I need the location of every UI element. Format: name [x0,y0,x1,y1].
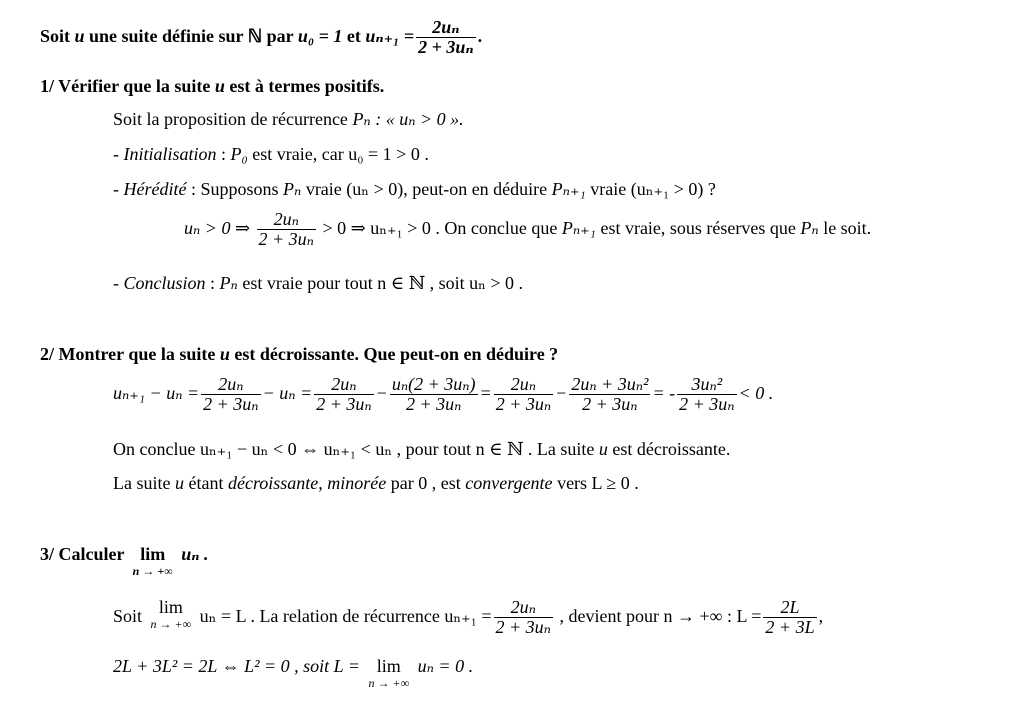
initialisation-line [113,145,429,163]
fraction-numerator: 2uₙ + 3uₙ² [571,374,649,394]
limit-subscript: n → +∞ [150,616,192,631]
intro-text: Soit [40,26,75,47]
limit-operator: lim [140,544,166,564]
text: vraie (uₙ > 0), peut-on en déduire [301,179,552,199]
proposition-line [113,110,464,128]
question-text: est décroissante. Que peut-on en déduire ? [229,344,559,364]
question-2-title [40,345,558,363]
fraction-denominator: 2 + 3uₙ [405,394,462,415]
text: , devient pour n → +∞ : L = [554,606,762,627]
text: est décroissante. [607,439,731,459]
set-naturals: ℕ [247,26,263,47]
intro-text: par [262,26,298,47]
question-text: 2/ Montrer que la suite [40,344,220,364]
initial-condition: u₀ = 1 [297,26,343,47]
emphasis-convergente: convergente [465,473,553,493]
fraction-6 [677,375,736,415]
math-text: uₙ > 0 ⇒ [184,218,255,239]
proposition-symbol: Pₙ₊₁ [561,218,596,239]
recurrence-lhs: uₙ₊₁ = [365,26,415,47]
sequence-variable: u [174,473,184,493]
math-text: uₙ = 0 . [413,656,474,676]
question-3-title [40,545,209,578]
emphasis-decroissante: décroissante [227,473,319,493]
text: uₙ = L . La relation de récurrence uₙ₊₁ = [195,606,492,627]
fraction-denominator: 2 + 3L [765,617,815,638]
conclusion-line [113,274,523,292]
intro-text: et [342,26,366,47]
convergence-line [113,474,639,492]
text: vers L ≥ 0 . [552,473,639,493]
limit-expression [151,598,192,631]
sequence-variable: u [598,439,608,459]
fraction-denominator: 2 + 3uₙ [679,394,735,415]
limit-expression [368,657,409,690]
emphasis-minoree: minorée [327,473,387,493]
fraction-denominator: 2 + 3uₙ [203,394,259,415]
sequence-variable: u [219,344,230,364]
proposition-symbol: Pₙ [800,218,819,239]
fraction-4 [494,375,553,415]
question-1-title [40,77,384,95]
fraction-numerator: 2uₙ [201,375,260,395]
sequence-variable: u [214,76,225,96]
text: vraie (uₙ₊₁ > 0) ? [585,179,716,199]
fraction-denominator: 2 + 3uₙ [495,394,552,415]
intro-text: une suite définie sur [84,26,248,47]
sequence-variable: u [74,26,85,47]
fraction-denominator: 2 + 3uₙ [316,394,372,415]
conclusion-label: Conclusion [123,273,206,293]
recurrence-fraction [416,18,476,58]
text: par 0 , est [386,473,466,493]
fraction-numerator: 3uₙ² [677,375,736,395]
proposition-symbol: Pₙ [219,273,238,293]
heredite-line [113,180,716,198]
dash: - [113,273,124,293]
question-text: 3/ Calculer [40,544,129,564]
initialisation-label: Initialisation [123,144,217,164]
limit-subscript: n → +∞ [368,675,410,690]
math-text: 2L + 3L² = 2L ⇔ L² = 0 , soit L = [113,656,365,676]
text: , [818,606,824,627]
dash: - [113,179,124,199]
fraction-denominator: 2 + 3uₙ [495,617,551,638]
math-operator: − [555,383,568,404]
fraction-numerator: 2uₙ [494,375,553,395]
limit-operator: lim [158,597,183,617]
implication-line [184,210,871,250]
text: étant [183,473,228,493]
fraction-numerator: 2uₙ [257,210,316,230]
math-operator: = - [652,383,676,404]
proposition-symbol: Pₙ₊₁ [551,179,586,199]
text: le soit. [818,218,872,239]
math-text: < 0 . [738,383,774,404]
text: : [205,273,220,293]
implication-fraction [257,210,316,250]
fraction-numerator: uₙ(2 + 3uₙ) [391,374,476,394]
text: est vraie pour tout n ∈ ℕ , soit uₙ > 0 . [237,273,524,293]
fraction-denominator: 2 + 3uₙ [582,394,638,415]
proposition-symbol: P₀ [230,144,248,164]
difference-equation [113,375,773,415]
text: : [216,144,231,164]
limit-relation-line [113,598,823,638]
proposition-statement: : « uₙ > 0 ». [370,109,464,129]
text: , [318,473,328,493]
limit-subscript: n → +∞ [132,563,173,578]
proposition-symbol: Pₙ [283,179,302,199]
fraction-numerator: 2uₙ [416,18,476,38]
text: est vraie, car u₀ = 1 > 0 . [247,144,429,164]
fraction-5 [569,375,650,415]
question-text: uₙ . [176,544,209,564]
proposition-symbol: Pₙ [352,109,371,129]
text: On conclue uₙ₊₁ − uₙ < 0 ⇔ uₙ₊₁ < uₙ , pour tout n ∈ ℕ . La suite [113,439,599,459]
text: La suite [113,473,175,493]
limit-expression [133,545,173,578]
recurrence-fraction [494,598,553,638]
heredite-label: Hérédité [123,179,187,199]
text: Soit la proposition de récurrence [113,109,353,129]
limit-fraction [763,598,816,638]
text: : Supposons [186,179,284,199]
question-text: est à termes positifs. [224,76,385,96]
text: est vraie, sous réserves que [595,218,801,239]
intro-line [40,18,482,58]
decreasing-conclusion-line [113,440,730,458]
limit-result-line [113,657,473,690]
fraction-denominator: 2 + 3uₙ [258,229,314,250]
text: > 0 ⇒ uₙ₊₁ > 0 . On conclue que [317,218,562,239]
text: Soit [113,606,147,627]
limit-operator: lim [376,656,401,676]
dash: - [113,144,124,164]
fraction-numerator: 2uₙ [494,598,553,618]
fraction-denominator: 2 + 3uₙ [418,37,474,58]
fraction-3 [390,375,478,415]
fraction-numerator: 2L [763,598,816,618]
intro-end: . [477,26,483,47]
fraction-numerator: 2uₙ [314,375,373,395]
question-text: 1/ Vérifier que la suite [40,76,215,96]
math-operator: = [479,383,492,404]
math-text: uₙ₊₁ − uₙ = [113,383,200,404]
math-operator: − [375,383,388,404]
math-operator: − uₙ = [262,383,313,404]
fraction-1 [201,375,260,415]
fraction-2 [314,375,373,415]
